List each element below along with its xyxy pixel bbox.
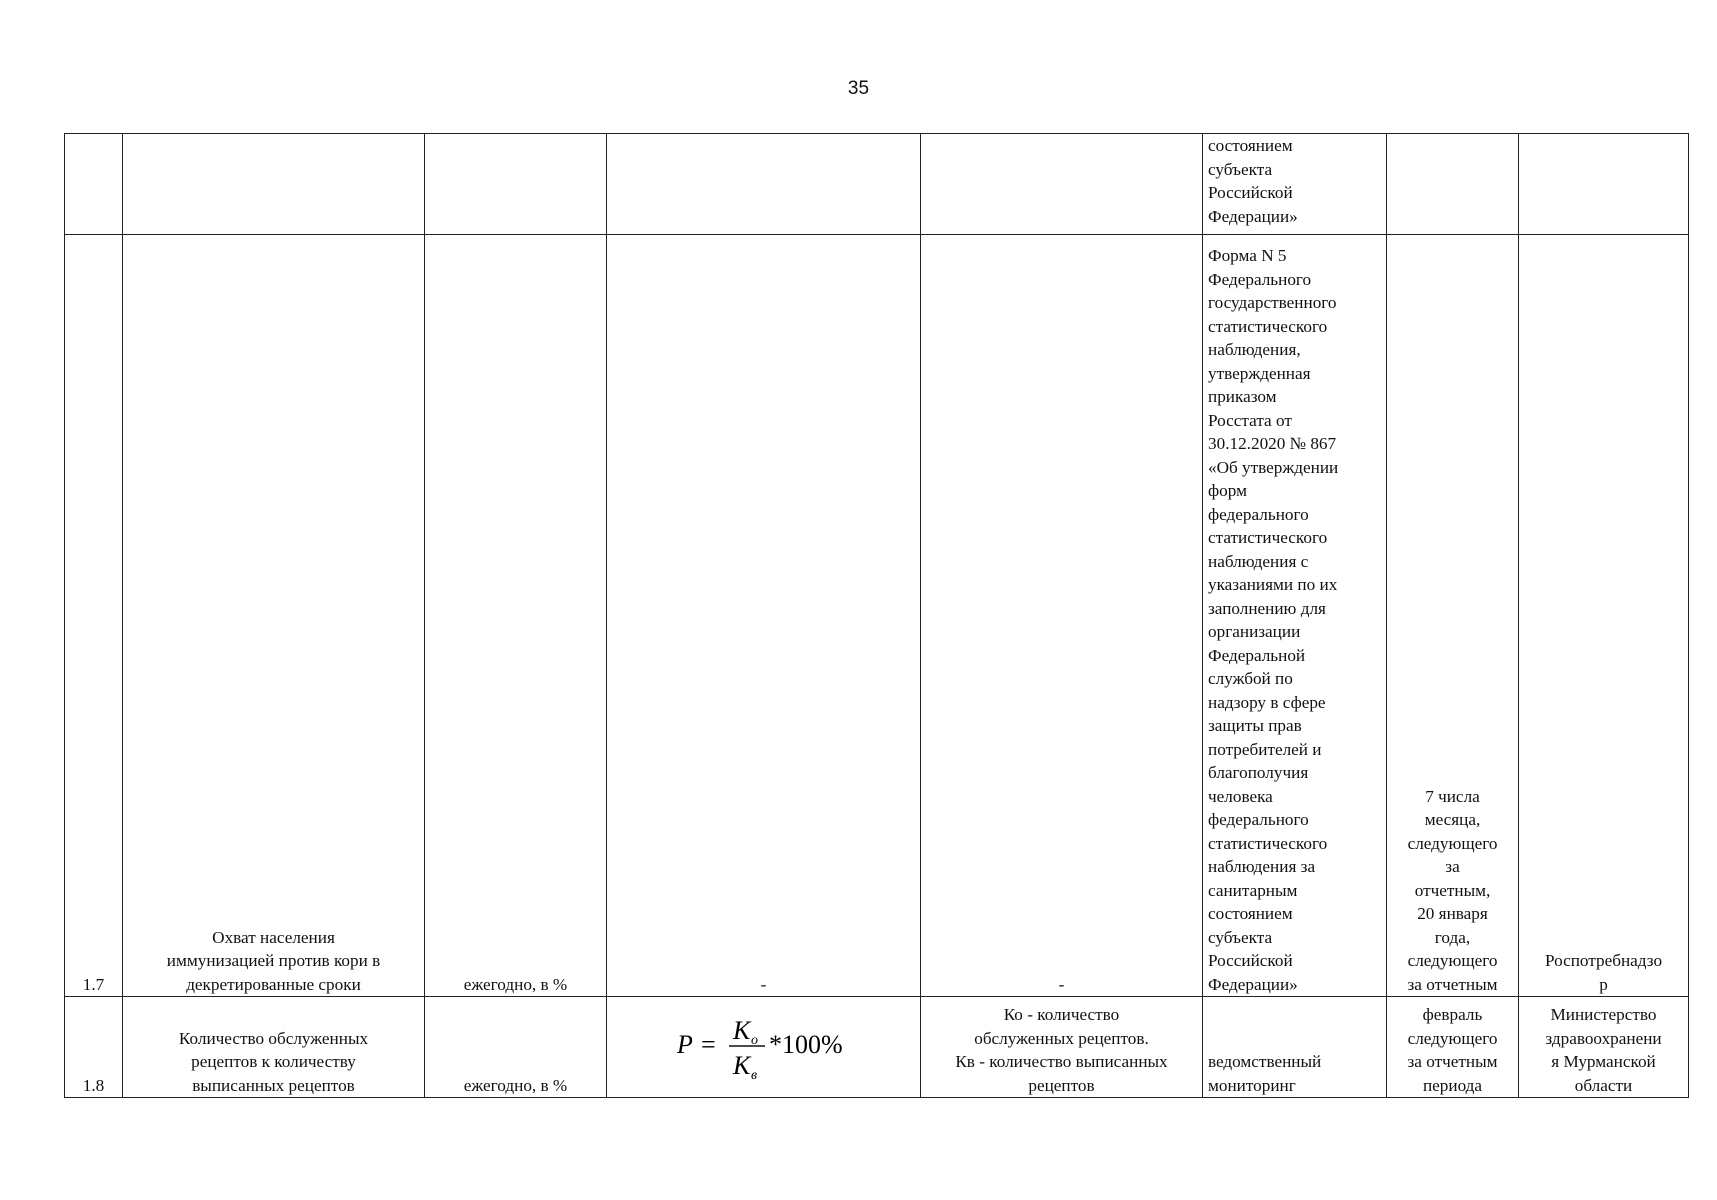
formula-denominator: K bbox=[732, 1051, 750, 1080]
cell-deadline bbox=[1387, 997, 1519, 1098]
source-text: ведомственный мониторинг bbox=[1208, 1052, 1322, 1095]
cell-source bbox=[1203, 134, 1387, 235]
row-number: 1.7 bbox=[82, 974, 105, 994]
formula-lhs: P bbox=[676, 1030, 693, 1059]
cell-num bbox=[65, 134, 123, 235]
cell-responsible bbox=[1519, 134, 1689, 235]
cell-num bbox=[65, 997, 123, 1098]
formula-numerator: K bbox=[732, 1016, 750, 1045]
cell-source bbox=[1203, 997, 1387, 1098]
page-number: 35 bbox=[847, 78, 870, 99]
cell-formula bbox=[607, 235, 921, 997]
period-text: ежегодно, в % bbox=[463, 974, 568, 994]
cell-name bbox=[123, 997, 425, 1098]
cell-num bbox=[65, 235, 123, 997]
vars-text: Ко - количество обслуженных рецептов. Кв - количество выписанных рецептов bbox=[955, 1005, 1168, 1095]
formula-rhs: *100% bbox=[768, 1030, 843, 1059]
responsible-text: Роспотребнадзо р bbox=[1544, 951, 1663, 994]
cell-formula bbox=[607, 997, 921, 1098]
indicator-name: Охват населения иммунизацией против кори в декретированные сроки bbox=[166, 927, 381, 994]
cell-period bbox=[425, 997, 607, 1098]
formula-numerator-sub: o bbox=[750, 1033, 758, 1048]
indicator-name: Количество обслуженных рецептов к количеству выписанных рецептов bbox=[178, 1028, 369, 1095]
formula-text: - bbox=[760, 974, 767, 994]
row-number: 1.8 bbox=[82, 1075, 105, 1095]
cell-vars bbox=[921, 235, 1203, 997]
cell-responsible bbox=[1519, 997, 1689, 1098]
cell-source bbox=[1203, 235, 1387, 997]
cell-formula bbox=[607, 134, 921, 235]
deadline-text: 7 числа месяца, следующего за отчетным, 20 января года, следующего за отчетным bbox=[1407, 786, 1498, 994]
vars-text: - bbox=[1058, 974, 1065, 994]
cell-deadline bbox=[1387, 134, 1519, 235]
cell-deadline bbox=[1387, 235, 1519, 997]
cell-vars bbox=[921, 997, 1203, 1098]
source-text: состоянием субъекта Российской Федерации» bbox=[1208, 136, 1298, 226]
responsible-text: Министерство здравоохранени я Мурманской области bbox=[1545, 1005, 1662, 1095]
cell-vars bbox=[921, 134, 1203, 235]
formula-denominator-sub: в bbox=[750, 1068, 757, 1083]
cell-name bbox=[123, 134, 425, 235]
cell-name bbox=[123, 235, 425, 997]
period-text: ежегодно, в % bbox=[463, 1075, 568, 1095]
table-row-1-8 bbox=[65, 997, 1689, 1098]
cell-responsible bbox=[1519, 235, 1689, 997]
deadline-text: февраль следующего за отчетным периода bbox=[1407, 1005, 1498, 1095]
table-row-continuation bbox=[65, 134, 1689, 235]
formula-equals: = bbox=[700, 1030, 716, 1059]
formula-equation bbox=[669, 1009, 859, 1085]
source-text: Форма N 5 Федерального государственного статистического наблюдения, утвержденная приказом Росстата от 30.12.2020 № 867 «Об утверждении форм федерального статистического наблюдения с указаниями по их заполнению для организации Федеральной службой по надзору в сфере защиты прав потребителей и благополучия человека федерального статистического наблюдения за санитарным состоянием субъекта Российской Федерации» bbox=[1208, 246, 1339, 994]
table-row-1-7 bbox=[65, 235, 1689, 997]
cell-period bbox=[425, 235, 607, 997]
cell-period bbox=[425, 134, 607, 235]
indicators-table bbox=[64, 133, 1689, 1098]
